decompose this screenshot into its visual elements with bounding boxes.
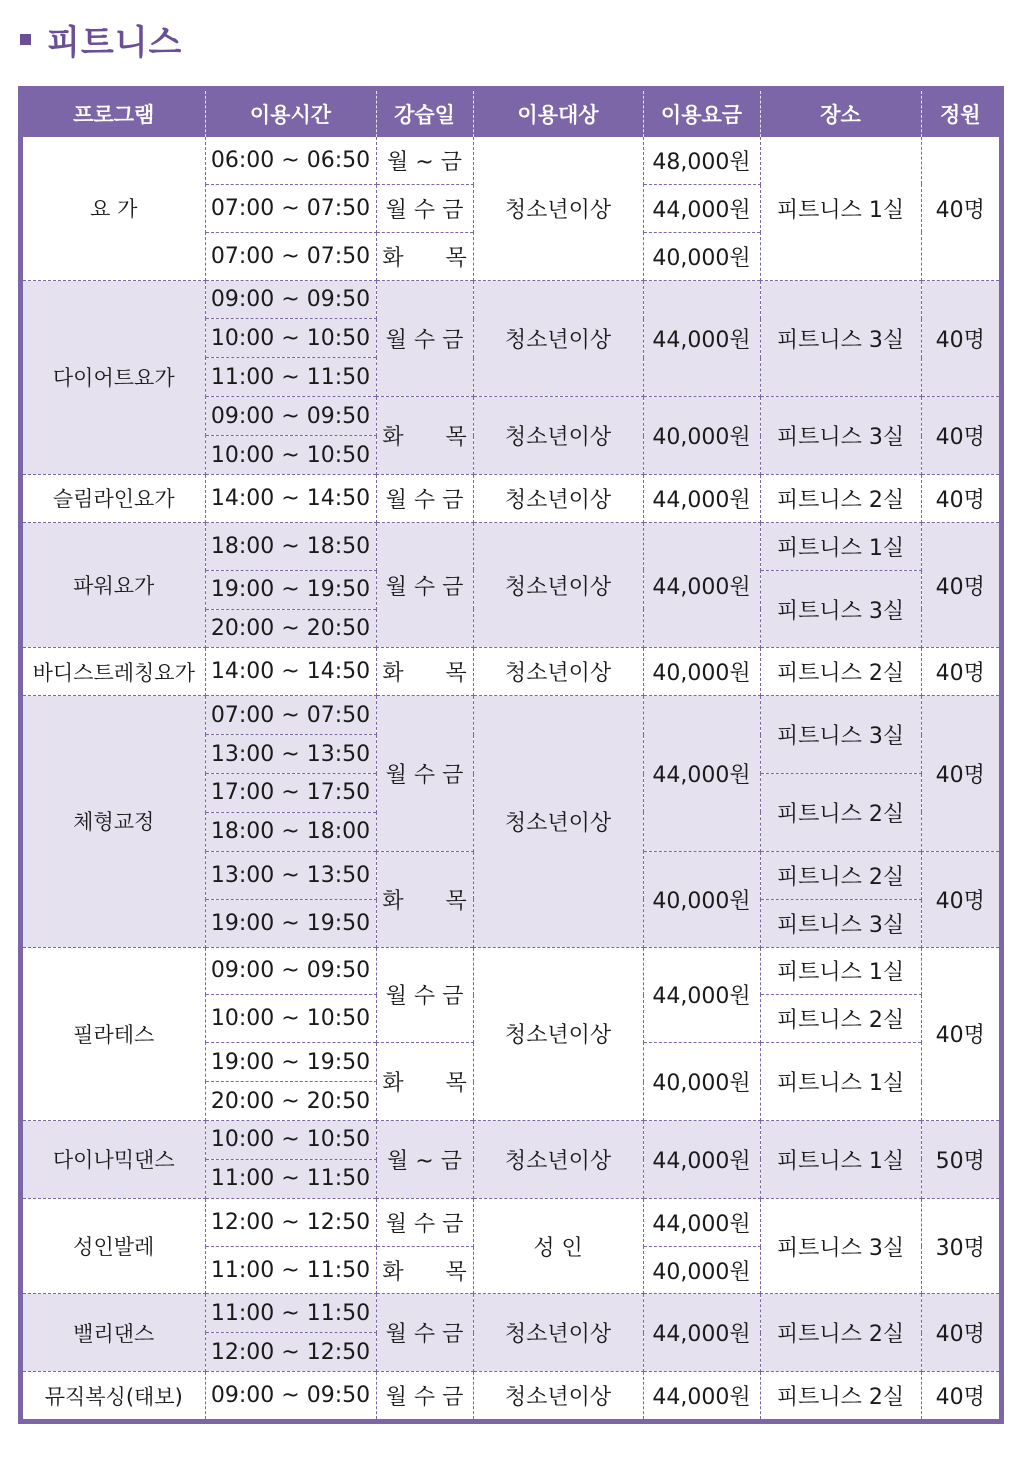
table-cell: 피트니스 1실 <box>760 137 921 281</box>
table-cell: 40명 <box>921 397 999 475</box>
table-cell: 50명 <box>921 1120 999 1198</box>
table-row <box>23 522 999 570</box>
table-cell: 10:00 ~ 10:50 <box>205 319 376 358</box>
table-cell: 파워요가 <box>23 522 205 648</box>
table-cell: 밸리댄스 <box>23 1294 205 1372</box>
table-cell: 13:00 ~ 13:50 <box>205 851 376 899</box>
table-cell: 11:00 ~ 11:50 <box>205 1294 376 1333</box>
table-cell: 44,000원 <box>643 1198 760 1246</box>
table-cell: 10:00 ~ 10:50 <box>205 1120 376 1159</box>
table-cell: 48,000원 <box>643 137 760 185</box>
table-row <box>23 1372 999 1419</box>
table-cell: 다이어트요가 <box>23 280 205 474</box>
table-cell: 07:00 ~ 07:50 <box>205 232 376 280</box>
table-cell: 청소년이상 <box>473 1120 643 1198</box>
table-cell: 피트니스 3실 <box>760 899 921 947</box>
table-cell: 청소년이상 <box>473 280 643 397</box>
table-cell: 19:00 ~ 19:50 <box>205 1043 376 1082</box>
table-cell: 피트니스 3실 <box>760 280 921 397</box>
table-cell: 12:00 ~ 12:50 <box>205 1198 376 1246</box>
table-cell: 40,000원 <box>643 1043 760 1121</box>
table-cell: 44,000원 <box>643 696 760 852</box>
table-cell: 바디스트레칭요가 <box>23 648 205 696</box>
table-cell: 뮤직복싱(태보) <box>23 1372 205 1419</box>
table-row <box>23 648 999 696</box>
table-cell: 19:00 ~ 19:50 <box>205 570 376 609</box>
table-cell: 피트니스 2실 <box>760 648 921 696</box>
table-cell: 청소년이상 <box>473 474 643 522</box>
table-cell: 07:00 ~ 07:50 <box>205 696 376 735</box>
table-cell: 청소년이상 <box>473 947 643 1120</box>
table-cell: 13:00 ~ 13:50 <box>205 735 376 774</box>
table-cell: 피트니스 2실 <box>760 474 921 522</box>
table-cell: 44,000원 <box>643 1372 760 1419</box>
table-cell: 피트니스 2실 <box>760 851 921 899</box>
table-cell: 44,000원 <box>643 280 760 397</box>
table-cell: 10:00 ~ 10:50 <box>205 995 376 1043</box>
table-row <box>23 696 999 735</box>
table-row <box>23 1294 999 1333</box>
schedule-table <box>23 91 999 1419</box>
table-cell: 피트니스 2실 <box>760 1294 921 1372</box>
table-cell: 월 수 금 <box>376 184 473 232</box>
table-cell: 30명 <box>921 1198 999 1294</box>
table-cell: 월 수 금 <box>376 1372 473 1419</box>
table-cell: 44,000원 <box>643 474 760 522</box>
table-row <box>23 280 999 319</box>
table-cell: 40명 <box>921 851 999 947</box>
table-cell: 44,000원 <box>643 522 760 648</box>
table-cell: 12:00 ~ 12:50 <box>205 1333 376 1372</box>
table-cell: 40명 <box>921 1372 999 1419</box>
table-cell: 19:00 ~ 19:50 <box>205 899 376 947</box>
table-cell: 14:00 ~ 14:50 <box>205 648 376 696</box>
table-cell: 44,000원 <box>643 1120 760 1198</box>
table-cell: 월 수 금 <box>376 474 473 522</box>
table-cell: 20:00 ~ 20:50 <box>205 1082 376 1121</box>
table-cell: 40명 <box>921 696 999 852</box>
schedule-table-frame <box>18 86 1004 1424</box>
table-cell: 40,000원 <box>643 232 760 280</box>
table-cell: 월 ~ 금 <box>376 1120 473 1198</box>
column-header: 이용시간 <box>205 91 376 137</box>
square-bullet-icon <box>20 34 31 45</box>
table-cell: 피트니스 1실 <box>760 947 921 995</box>
table-cell: 피트니스 3실 <box>760 1198 921 1294</box>
table-cell: 청소년이상 <box>473 1372 643 1419</box>
table-cell: 청소년이상 <box>473 522 643 648</box>
table-cell: 화 목 <box>376 851 473 947</box>
table-cell: 18:00 ~ 18:50 <box>205 522 376 570</box>
table-cell: 피트니스 3실 <box>760 570 921 648</box>
column-header: 프로그램 <box>23 91 205 137</box>
table-cell: 09:00 ~ 09:50 <box>205 1372 376 1419</box>
section-title <box>20 14 182 64</box>
table-cell: 피트니스 2실 <box>760 774 921 852</box>
table-cell: 성 인 <box>473 1198 643 1294</box>
table-cell: 화 목 <box>376 232 473 280</box>
table-cell: 40,000원 <box>643 1246 760 1294</box>
table-cell: 화 목 <box>376 1246 473 1294</box>
table-cell: 피트니스 1실 <box>760 522 921 570</box>
table-cell: 화 목 <box>376 648 473 696</box>
table-cell: 체형교정 <box>23 696 205 947</box>
table-body <box>23 137 999 1420</box>
table-cell: 44,000원 <box>643 184 760 232</box>
table-cell: 40명 <box>921 137 999 281</box>
table-cell: 청소년이상 <box>473 648 643 696</box>
page-title: 피트니스 <box>47 22 183 63</box>
table-header-row <box>23 91 999 137</box>
table-cell: 18:00 ~ 18:00 <box>205 812 376 851</box>
table-cell: 10:00 ~ 10:50 <box>205 436 376 475</box>
table-cell: 청소년이상 <box>473 1294 643 1372</box>
table-cell: 슬림라인요가 <box>23 474 205 522</box>
table-cell: 피트니스 3실 <box>760 696 921 774</box>
table-row <box>23 1120 999 1159</box>
table-cell: 피트니스 1실 <box>760 1120 921 1198</box>
column-header: 정원 <box>921 91 999 137</box>
table-cell: 11:00 ~ 11:50 <box>205 1246 376 1294</box>
table-cell: 월 수 금 <box>376 696 473 852</box>
table-cell: 44,000원 <box>643 947 760 1043</box>
table-cell: 40명 <box>921 522 999 648</box>
table-cell: 다이나믹댄스 <box>23 1120 205 1198</box>
table-cell: 09:00 ~ 09:50 <box>205 397 376 436</box>
table-cell: 월 수 금 <box>376 1294 473 1372</box>
table-cell: 40,000원 <box>643 648 760 696</box>
table-cell: 40명 <box>921 947 999 1120</box>
table-cell: 피트니스 3실 <box>760 397 921 475</box>
table-cell: 피트니스 2실 <box>760 1372 921 1419</box>
column-header: 이용요금 <box>643 91 760 137</box>
table-cell: 요 가 <box>23 137 205 281</box>
table-cell: 17:00 ~ 17:50 <box>205 774 376 813</box>
table-row <box>23 137 999 185</box>
table-cell: 청소년이상 <box>473 696 643 947</box>
table-cell: 09:00 ~ 09:50 <box>205 947 376 995</box>
table-row <box>23 1198 999 1246</box>
table-cell: 월 수 금 <box>376 1198 473 1246</box>
table-cell: 40명 <box>921 1294 999 1372</box>
table-cell: 40명 <box>921 474 999 522</box>
table-cell: 44,000원 <box>643 1294 760 1372</box>
table-cell: 피트니스 2실 <box>760 995 921 1043</box>
table-cell: 11:00 ~ 11:50 <box>205 358 376 397</box>
table-cell: 피트니스 1실 <box>760 1043 921 1121</box>
column-header: 강습일 <box>376 91 473 137</box>
table-cell: 40명 <box>921 648 999 696</box>
table-cell: 14:00 ~ 14:50 <box>205 474 376 522</box>
table-cell: 성인발레 <box>23 1198 205 1294</box>
column-header: 이용대상 <box>473 91 643 137</box>
table-cell: 20:00 ~ 20:50 <box>205 609 376 648</box>
table-cell: 화 목 <box>376 1043 473 1121</box>
table-cell: 필라테스 <box>23 947 205 1120</box>
table-cell: 40,000원 <box>643 397 760 475</box>
table-cell: 07:00 ~ 07:50 <box>205 184 376 232</box>
table-cell: 화 목 <box>376 397 473 475</box>
table-cell: 청소년이상 <box>473 397 643 475</box>
table-cell: 청소년이상 <box>473 137 643 281</box>
table-cell: 40명 <box>921 280 999 397</box>
table-row <box>23 474 999 522</box>
table-cell: 09:00 ~ 09:50 <box>205 280 376 319</box>
table-cell: 월 수 금 <box>376 522 473 648</box>
table-cell: 40,000원 <box>643 851 760 947</box>
table-cell: 월 수 금 <box>376 280 473 397</box>
column-header: 장소 <box>760 91 921 137</box>
table-cell: 11:00 ~ 11:50 <box>205 1159 376 1198</box>
table-cell: 월 수 금 <box>376 947 473 1043</box>
table-cell: 월 ~ 금 <box>376 137 473 185</box>
table-row <box>23 947 999 995</box>
table-cell: 06:00 ~ 06:50 <box>205 137 376 185</box>
